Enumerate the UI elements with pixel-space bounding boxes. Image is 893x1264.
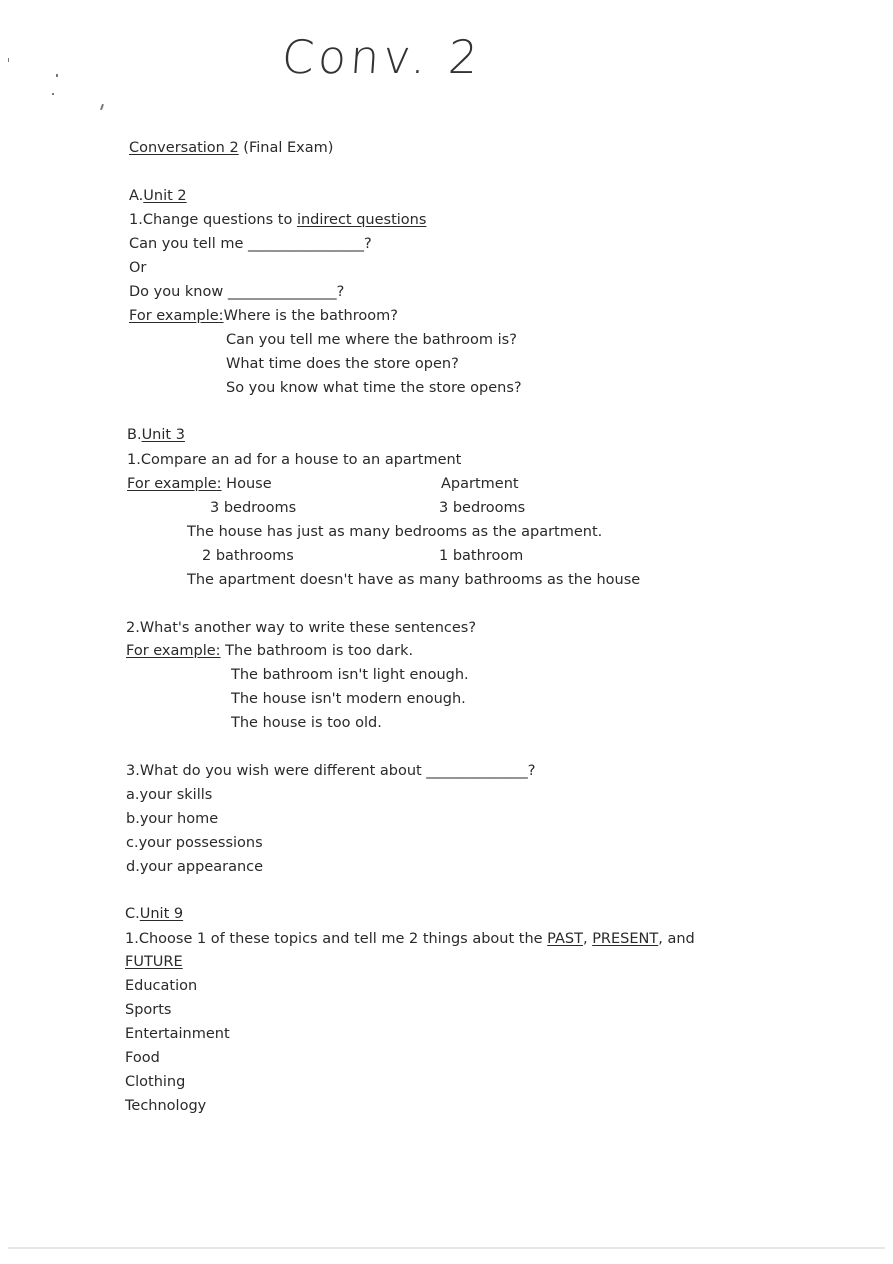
compare-sentence-1: The house has just as many bedrooms as the apartment. — [187, 524, 603, 540]
example-line: What time does the store open? — [226, 356, 459, 372]
section-b-question-1: 1.Compare an ad for a house to an apartment — [127, 452, 462, 468]
house-bedrooms: 3 bedrooms — [210, 500, 297, 516]
handwritten-title: Conv. 2 — [280, 30, 484, 84]
topic-item: Clothing — [125, 1074, 186, 1090]
example-line: Can you tell me where the bathroom is? — [226, 332, 517, 348]
section-a-unit: Unit 2 — [143, 188, 187, 204]
q3-option: b.your home — [126, 811, 219, 827]
topic-item: Technology — [125, 1098, 207, 1114]
indirect-questions-text: indirect questions — [296, 212, 427, 228]
title-main: Conversation 2 — [129, 140, 239, 156]
q3-option: d.your appearance — [126, 859, 264, 875]
scan-speck — [52, 93, 54, 95]
past-word: PAST — [547, 931, 583, 947]
present-word: PRESENT — [592, 931, 659, 947]
section-c-heading — [125, 904, 183, 924]
topic-item: Entertainment — [125, 1026, 230, 1042]
section-a-example — [129, 306, 398, 326]
q2-example-line: The house isn't modern enough. — [231, 691, 466, 707]
q2-example-first: The bathroom is too dark. — [220, 643, 414, 659]
section-a-prefix: A. — [129, 188, 144, 204]
and-word: , and — [658, 931, 695, 947]
topic-item: Education — [125, 978, 198, 994]
scan-edge-line — [8, 1247, 885, 1249]
section-b-unit: Unit 3 — [141, 427, 185, 443]
example-label: For example: — [127, 476, 222, 492]
example-label: For example: — [129, 308, 224, 324]
section-b-question-3: 3.What do you wish were different about ______________? — [126, 763, 536, 779]
topic-item: Food — [125, 1050, 160, 1066]
title-suffix: (Final Exam) — [238, 140, 334, 156]
example-line: So you know what time the store opens? — [226, 380, 522, 396]
section-c-prefix: C. — [125, 906, 140, 922]
q2-example-line: The house is too old. — [231, 715, 382, 731]
scan-speck — [8, 58, 9, 62]
future-word: FUTURE — [125, 954, 183, 970]
section-a-heading — [129, 186, 187, 206]
house-column-label: House — [221, 476, 272, 492]
future-line — [125, 952, 183, 972]
topic-item: Sports — [125, 1002, 172, 1018]
q1-prefix: 1.Change questions to — [129, 212, 297, 228]
compare-example-header — [127, 474, 272, 494]
comma: , — [582, 931, 593, 947]
document-title — [129, 138, 333, 158]
section-b-prefix: B. — [127, 427, 142, 443]
q2-example-line: The bathroom isn't light enough. — [231, 667, 469, 683]
apartment-column-label: Apartment — [441, 476, 519, 492]
section-c-unit: Unit 9 — [139, 906, 184, 922]
section-c-question-1 — [125, 929, 695, 949]
can-you-tell-me-line: Can you tell me ________________? — [129, 236, 372, 252]
q1-text: 1.Choose 1 of these topics and tell me 2 things about the — [125, 931, 548, 947]
section-b-heading — [127, 425, 185, 445]
section-a-question-1 — [129, 210, 426, 230]
do-you-know-line: Do you know _______________? — [129, 284, 345, 300]
apartment-bedrooms: 3 bedrooms — [439, 500, 526, 516]
or-line: Or — [129, 260, 147, 276]
section-b-question-2: 2.What's another way to write these sentences? — [126, 620, 477, 636]
example-first: Where is the bathroom? — [223, 308, 398, 324]
q3-option: a.your skills — [126, 787, 213, 803]
q3-option: c.your possessions — [126, 835, 263, 851]
compare-sentence-2: The apartment doesn't have as many bathrooms as the house — [187, 572, 641, 588]
section-b-q2-example — [126, 641, 413, 661]
apartment-bathrooms: 1 bathroom — [439, 548, 524, 564]
house-bathrooms: 2 bathrooms — [202, 548, 294, 564]
scan-speck — [56, 74, 58, 77]
example-label: For example: — [126, 643, 221, 659]
scan-speck — [100, 104, 104, 110]
